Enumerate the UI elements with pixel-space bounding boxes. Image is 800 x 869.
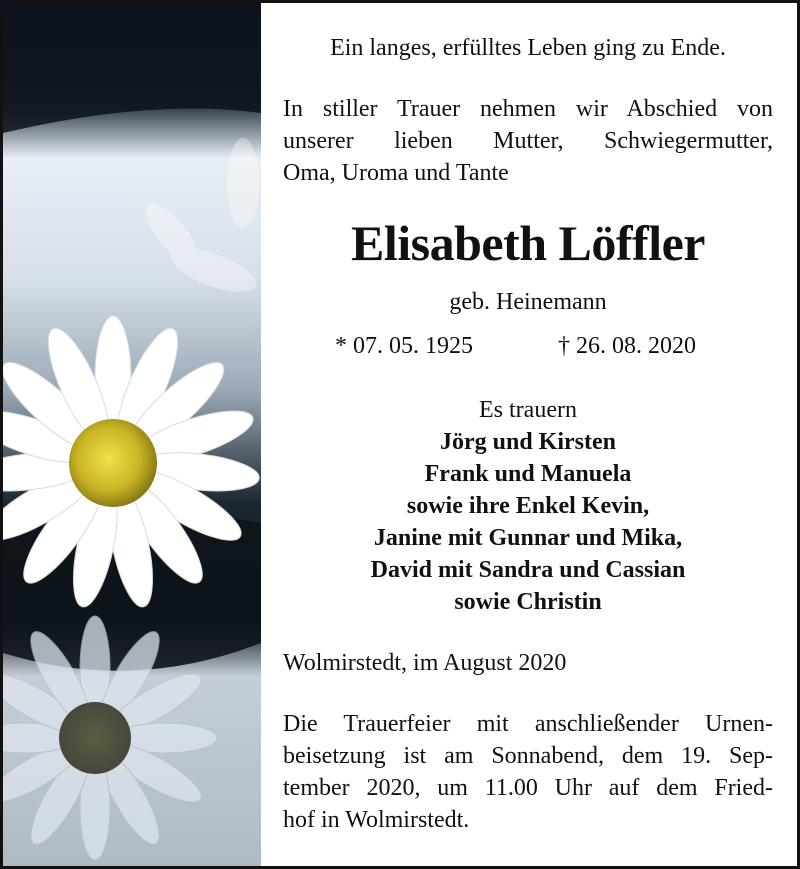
daisy-icon <box>3 3 261 866</box>
birth-date: * 07. 05. 1925 <box>335 333 473 359</box>
intro-line: Ein langes, erfülltes Leben ging zu Ende. <box>330 35 726 61</box>
mourner-line-5: David mit Sandra und Cassian <box>370 557 686 583</box>
funeral-line-1: Die Trauerfeier mit anschließender Urnen- <box>283 711 773 737</box>
mourner-line-6: sowie Christin <box>454 589 602 615</box>
daisy-photo <box>3 3 261 866</box>
mourner-line-4: Janine mit Gunnar und Mika, <box>373 525 683 551</box>
farewell-line-1: In stiller Trauer nehmen wir Abschied von <box>283 96 773 122</box>
deceased-name: Elisabeth Löffler <box>351 215 705 271</box>
death-date: † 26. 08. 2020 <box>558 333 696 359</box>
maiden-name: geb. Heinemann <box>449 289 607 315</box>
mourner-line-2: Frank und Manuela <box>424 461 632 487</box>
mourner-line-3: sowie ihre Enkel Kevin, <box>406 493 650 519</box>
funeral-line-4: hof in Wolmirstedt. <box>283 807 470 833</box>
mourners-intro: Es trauern <box>479 397 577 423</box>
mourner-line-1: Jörg und Kirsten <box>439 429 616 455</box>
farewell-line-3: Oma, Uroma und Tante <box>283 160 509 186</box>
funeral-line-3: tember 2020, um 11.00 Uhr auf dem Fried- <box>283 775 773 801</box>
funeral-line-2: beisetzung ist am Sonnabend, dem 19. Sep- <box>283 743 773 769</box>
place-date: Wolmirstedt, im August 2020 <box>283 650 567 676</box>
farewell-line-2: unserer lieben Mutter, Schwiegermutter, <box>283 128 773 154</box>
obituary-text <box>283 3 773 866</box>
